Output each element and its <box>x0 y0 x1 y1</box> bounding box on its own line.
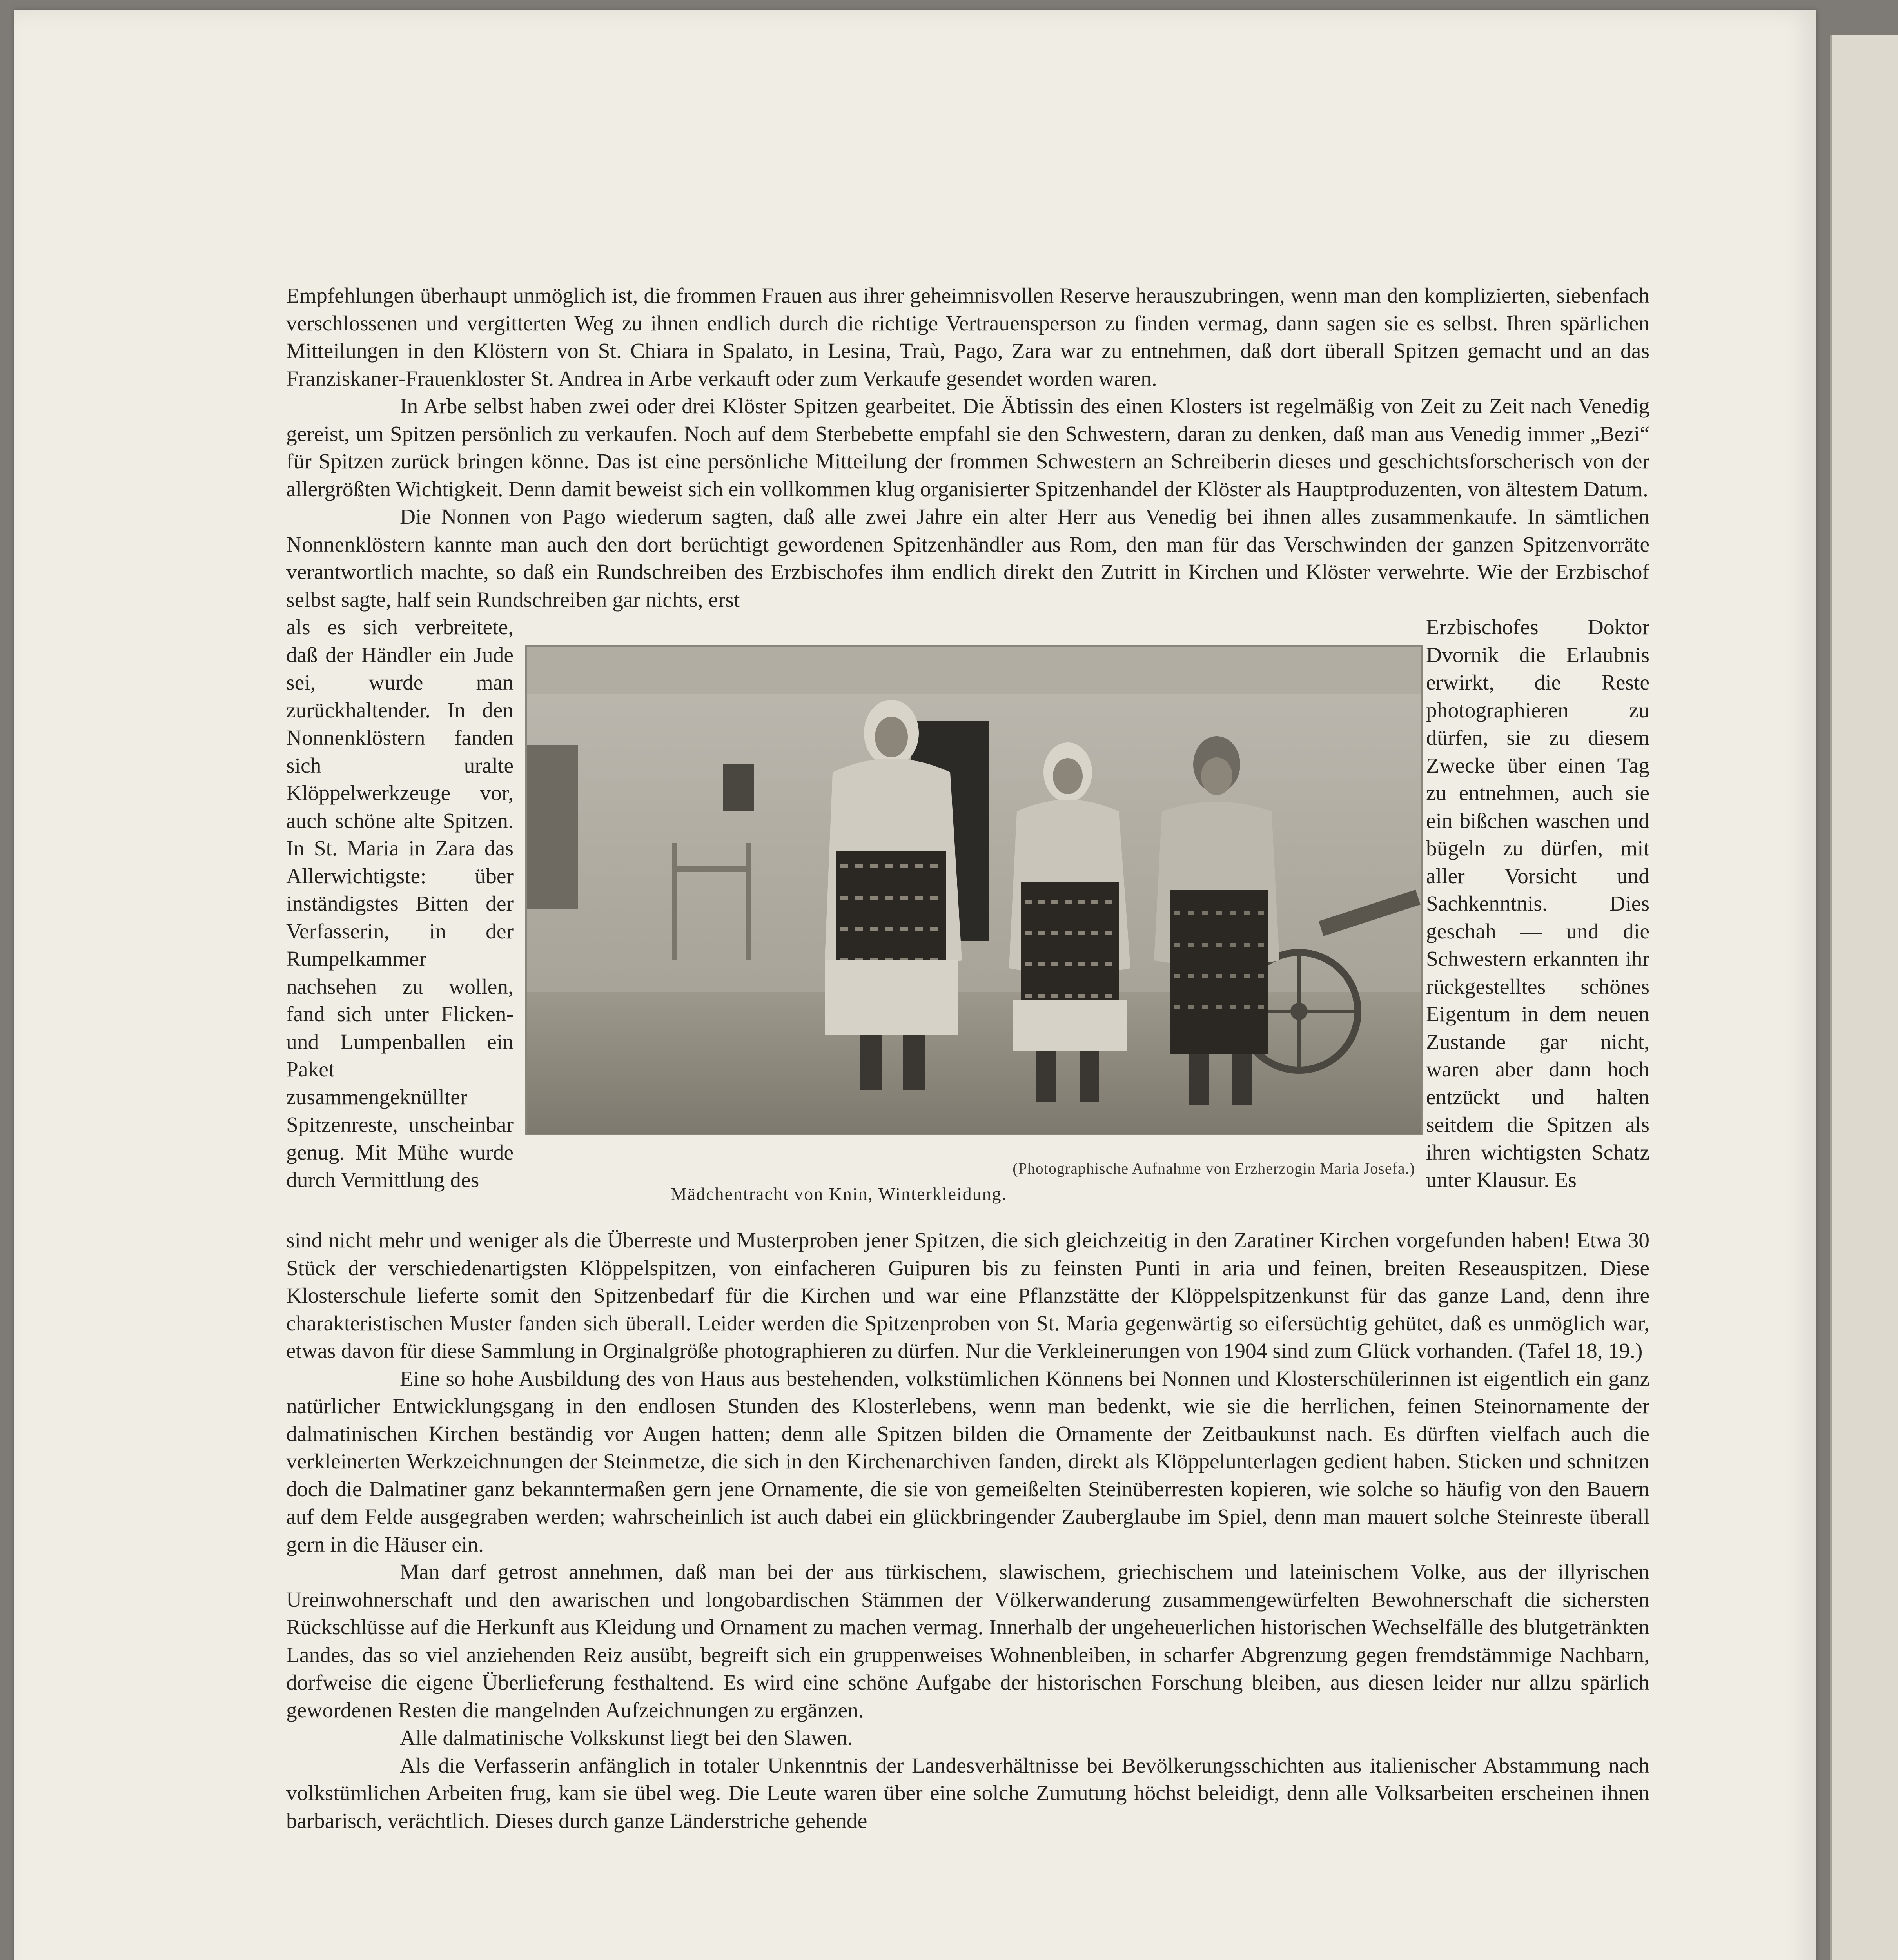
left-column-text: als es sich verbreitete, daß der Händler ein Jude sei, wurde man zurückhaltender. In den Nonnenklöstern fanden sich uralte Klöppelwerkzeuge vor, auch schöne alte Spitzen. In St. Maria in Zara das Allerwichtigste: über inständigstes Bitten der Verfasserin, in der Rumpelkammer nachsehen zu wollen, fand sich unter Flicken- und Lumpenballen ein Paket zusammengeknüllter Spitzenreste, unscheinbar genug. Mit Mühe wurde durch Vermittlung des <box>286 615 514 1192</box>
paragraph-6: Man darf getrost annehmen, daß man bei der aus türkischem, slawischem, griechischem und lateinischem Volke, aus der illyrischen Ureinwohnerschaft und den awarischen und longobardischen Stämmen der Völkerwanderung zusammengewürfelten Bewohnerschaft die sichersten Rückschlüsse auf die Herkunft aus Kleidung und Ornament zu machen vermag. Innerhalb der ungeheuerlichen historischen Wechselfälle des blutgetränkten Landes, das so viel anziehenden Reiz ausübt, begreift sich ein gruppenweises Wohnenbleiben, in scharfer Abgrenzung gegen fremdstämmige Nachbarn, dorfweise die eigene Überlieferung festhaltend. Es wird eine schöne Aufgabe der historischen Forschung bleiben, aus diesen leider nur allzu spärlich gewordenen Resten die mangelnden Aufzeichnungen zu ergänzen. <box>286 1560 1649 1722</box>
body-text <box>286 282 1649 1835</box>
figure-block <box>286 614 1649 1227</box>
photo-credit: (Photographische Aufnahme von Erzherzogin Maria Josefa.) <box>1013 1160 1415 1177</box>
right-column-text: Erzbischofes Doktor Dvornik die Erlaubnis erwirkt, die Reste photographieren zu dürfen, sie zu diesem Zwecke über einen Tag zu entnehmen, auch sie ein bißchen waschen und bügeln zu dürfen, mit aller Vorsicht und Sachkenntnis. Dies geschah — und die Schwestern erkannten ihr rückgestelltes schönes Eigentum in dem neuen Zustande gar nicht, waren aber dann hoch entzückt und halten seitdem die Spitzen als ihren wichtigsten Schatz unter Klausur. Es <box>1426 615 1649 1192</box>
paragraph-7: Alle dalmatinische Volkskunst liegt bei den Slawen. <box>400 1726 853 1750</box>
photo-illustration <box>527 647 1421 1134</box>
photograph-three-girls <box>525 645 1423 1135</box>
paragraph-1: Empfehlungen überhaupt unmöglich ist, die frommen Frauen aus ihrer geheimnisvollen Reserve herauszubringen, wenn man den komplizierten, siebenfach verschlossenen und vergitterten Weg zu ihnen endlich durch die richtige Vertrauensperson zu finden vermag, dann sagen sie es selbst. Ihren spärlichen Mitteilungen in den Klöstern von St. Chiara in Spalato, in Lesina, Traù, Pago, Zara war zu entnehmen, daß dort überall Spitzen gemacht und an das Franziskaner-Frauenkloster St. Andrea in Arbe verkauft oder zum Verkaufe gesendet worden waren. <box>286 284 1649 391</box>
figure-caption: Mädchentracht von Knin, Winterkleidung. <box>670 1184 1007 1204</box>
figure <box>525 614 1423 1227</box>
paragraph-8: Als die Verfasserin anfänglich in totaler Unkenntnis der Landesverhältnisse bei Bevölkerungsschichten aus italienischer Abstammung nach volkstümlichen Arbeiten frug, kam sie übel weg. Die Leute waren über eine solche Zumutung höchst beleidigt, denn alle Volksarbeiten erscheinen ihnen barbarisch, verächtlich. Dieses durch ganze Länderstriche gehende <box>286 1753 1649 1833</box>
paragraph-3: Die Nonnen von Pago wiederum sagten, daß alle zwei Jahre ein alter Herr aus Venedig bei ihnen alles zusammenkaufe. In sämtlichen Nonnenklöstern kannte man auch den dort berüchtigt gewordenen Spitzenhändler aus Rom, den man für das Verschwinden der ganzen Spitzenvorräte verantwortlich machte, so daß ein Rundschreiben des Erzbischofes ihm endlich direkt den Zutritt in Kirchen und Klöster verwehrte. Wie der Erzbischof selbst sagte, half sein Rundschreiben gar nichts, erst <box>286 505 1649 612</box>
next-page-edge <box>1830 35 1898 1960</box>
paragraph-4: sind nicht mehr und weniger als die Überreste und Musterproben jener Spitzen, die sich gleichzeitig in den Zaratiner Kirchen vorgefunden haben! Etwa 30 Stück der verschiedenartigsten Klöppelspitzen, von einfacheren Guipuren bis zu feinsten Punti in aria und feinen, breiten Reseauspitzen. Diese Klosterschule lieferte somit den Spitzenbedarf für die Kirchen und war eine Pflanzstätte der Klöppelspitzenkunst für das ganze Land, denn ihre charakteristischen Muster fanden sich überall. Leider werden die Spitzenproben von St. Maria gegenwärtig so eifersüchtig gehütet, daß es unmöglich war, etwas davon für diese Sammlung in Orginalgröße photographieren zu dürfen. Nur die Verkleinerungen von 1904 sind zum Glück vorhanden. (Tafel 18, 19.) <box>286 1229 1649 1363</box>
paragraph-2: In Arbe selbst haben zwei oder drei Klöster Spitzen gearbeitet. Die Äbtissin des einen Klosters ist regelmäßig von Zeit zu Zeit nach Venedig gereist, um Spitzen persönlich zu verkaufen. Noch auf dem Sterbebette empfahl sie den Schwestern, daran zu denken, daß man aus Venedig immer „Bezi“ für Spitzen zurück bringen könne. Das ist eine persönliche Mitteilung der frommen Schwestern an Schreiberin dieses und geschichtsforscherisch von der allergrößten Wichtigkeit. Denn damit beweist sich ein vollkommen klug organisierter Spitzenhandel der Klöster als Hauptproduzenten, von ältestem Datum. <box>286 394 1649 501</box>
paragraph-5: Eine so hohe Ausbildung des von Haus aus bestehenden, volkstümlichen Könnens bei Nonnen und Klosterschülerinnen ist eigentlich ein ganz natürlicher Entwicklungsgang in den endlosen Stunden des Klosterlebens, wenn man bedenkt, wie sie die herrlichen, feinen Steinornamente der dalmatinischen Kirchen beständig vor Augen hatten; denn alle Spitzen bilden die Ornamente der Zeitbaukunst nach. Es dürften vielfach auch die verkleinerten Werkzeichnungen der Steinmetze, die sich in den Kirchenarchiven fanden, direkt als Klöppelunterlagen gedient haben. Sticken und schnitzen doch die Dalmatiner ganz bekanntermaßen gern jene Ornamente, die sie von gemeißelten Steinüberresten kopieren, wie solche so häufig von den Bauern auf dem Felde ausgegraben werden; wahrscheinlich ist auch dabei ein glückbringender Zauberglaube im Spiel, denn man mauert solche Steinreste überall gern in die Häuser ein. <box>286 1367 1649 1557</box>
